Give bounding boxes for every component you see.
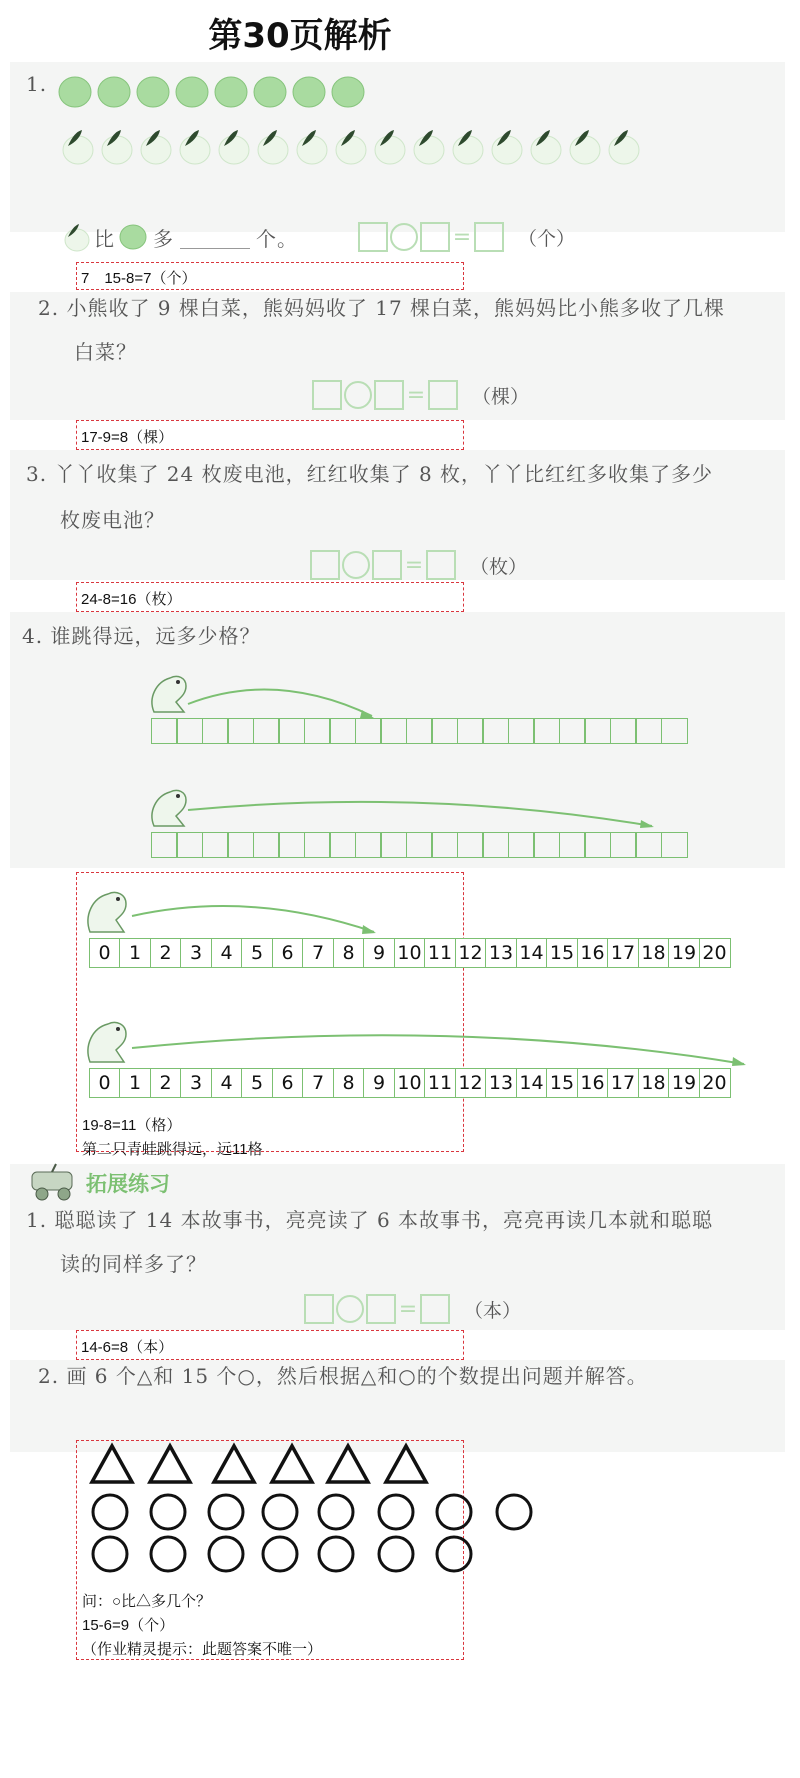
jump-arrow — [186, 790, 656, 830]
track-number: 9 — [363, 1068, 395, 1098]
apple-icon — [332, 77, 364, 107]
apples-row — [58, 72, 368, 112]
track-number: 16 — [577, 1068, 609, 1098]
track-number: 17 — [607, 938, 639, 968]
circle-shape — [319, 1495, 353, 1529]
circle-shape — [437, 1495, 471, 1529]
answer-box-1 — [76, 262, 464, 290]
jump-arrow — [130, 1026, 750, 1066]
page-title: 第30页解析 — [208, 16, 392, 56]
pear-icon — [102, 130, 132, 164]
answer-text: 7 15-8=7（个） — [81, 270, 197, 287]
text-duo: 多 — [153, 226, 174, 251]
answer-text: （作业精灵提示：此题答案不唯一） — [82, 1641, 323, 1658]
apple-icon — [137, 77, 169, 107]
circle-shape — [379, 1495, 413, 1529]
extension-1-line1: 1. 聪聪读了 14 本故事书，亮亮读了 6 本故事书，亮亮再读几本就和聪聪 — [26, 1208, 714, 1232]
track-number: 13 — [485, 1068, 517, 1098]
grid-track-2 — [152, 832, 688, 858]
pear-icon — [336, 130, 366, 164]
blank-box — [366, 1294, 396, 1324]
equals-sign: = — [406, 382, 426, 408]
equals-sign: = — [452, 224, 472, 250]
track-number: 9 — [363, 938, 395, 968]
frog-icon — [84, 884, 132, 936]
track-number: 2 — [150, 1068, 182, 1098]
track-number: 5 — [241, 1068, 273, 1098]
track-number: 10 — [394, 938, 426, 968]
track-number: 7 — [302, 938, 334, 968]
question-4-text: 4. 谁跳得远，远多少格？ — [22, 624, 261, 648]
apple-icon — [254, 77, 286, 107]
pear-icon — [414, 130, 444, 164]
circle-shape — [263, 1537, 297, 1571]
circle-shape — [497, 1495, 531, 1529]
track-number: 17 — [607, 1068, 639, 1098]
operator-circle — [390, 223, 418, 251]
track-number: 12 — [455, 938, 487, 968]
track-number: 11 — [424, 1068, 456, 1098]
track-number: 12 — [455, 1068, 487, 1098]
blank-line — [180, 226, 250, 249]
circle-shape — [93, 1537, 127, 1571]
circle-shape — [151, 1495, 185, 1529]
operator-circle — [336, 1295, 364, 1323]
apple-icon — [98, 77, 130, 107]
blank-box — [426, 550, 456, 580]
blank-box — [304, 1294, 334, 1324]
track-number: 1 — [119, 938, 151, 968]
circle-shape — [263, 1495, 297, 1529]
unit-label: （枚） — [470, 555, 528, 578]
blank-box — [428, 380, 458, 410]
blank-box — [420, 222, 450, 252]
operator-circle — [342, 551, 370, 579]
number-track-2 — [90, 1068, 731, 1098]
track-number: 3 — [180, 938, 212, 968]
blank-box — [372, 550, 402, 580]
triangle-shape — [214, 1446, 254, 1482]
track-number: 6 — [272, 938, 304, 968]
pears-row — [58, 122, 638, 170]
equation-template — [310, 550, 527, 580]
unit-label: （个） — [518, 227, 576, 250]
number-track-1 — [90, 938, 731, 968]
answer-text: 14-6=8（本） — [81, 1339, 174, 1356]
pear-icon — [219, 130, 249, 164]
triangle-shape — [272, 1446, 312, 1482]
frog-icon — [148, 668, 190, 716]
pear-icon — [609, 130, 639, 164]
unit-label: （棵） — [472, 385, 530, 408]
track-number: 8 — [333, 938, 365, 968]
blank-box — [474, 222, 504, 252]
track-number: 18 — [638, 938, 670, 968]
operator-circle — [344, 381, 372, 409]
apple-icon — [59, 77, 91, 107]
answer-box-3 — [76, 582, 464, 612]
track-number: 6 — [272, 1068, 304, 1098]
pear-icon — [258, 130, 288, 164]
question-1-sentence — [60, 222, 575, 252]
robot-mascot-icon — [24, 1162, 82, 1202]
pear-icon — [180, 130, 210, 164]
apple-icon — [119, 223, 147, 251]
unit-label: （本） — [464, 1299, 522, 1322]
blank-box — [374, 380, 404, 410]
jump-arrow — [130, 896, 380, 936]
pear-icon — [63, 130, 93, 164]
track-number: 5 — [241, 938, 273, 968]
track-number: 2 — [150, 938, 182, 968]
answer-text: 24-8=16（枚） — [81, 591, 182, 608]
circle-shape — [437, 1537, 471, 1571]
circle-shape — [151, 1537, 185, 1571]
pear-icon — [453, 130, 483, 164]
circle-shape — [209, 1537, 243, 1571]
track-number: 18 — [638, 1068, 670, 1098]
pear-icon — [492, 130, 522, 164]
track-number: 11 — [424, 938, 456, 968]
apple-icon — [176, 77, 208, 107]
equals-sign: = — [404, 552, 424, 578]
answer-text: 第二只青蛙跳得远，远11格 — [82, 1141, 263, 1158]
track-number: 7 — [302, 1068, 334, 1098]
shapes-drawing — [80, 1442, 540, 1582]
circle-shape — [319, 1537, 353, 1571]
question-2-line1: 2. 小熊收了 9 棵白菜，熊妈妈收了 17 棵白菜，熊妈妈比小熊多收了几棵 — [38, 296, 726, 320]
answer-text: 19-8=11（格） — [82, 1117, 182, 1134]
triangle-shape — [386, 1446, 426, 1482]
equation-template — [312, 380, 529, 410]
pear-icon — [60, 222, 90, 252]
question-3-line2: 枚废电池？ — [60, 508, 165, 532]
track-number: 20 — [699, 1068, 731, 1098]
circle-shape — [209, 1495, 243, 1529]
pear-icon — [297, 130, 327, 164]
equation-template — [358, 222, 504, 252]
blank-box — [312, 380, 342, 410]
track-number: 15 — [546, 1068, 578, 1098]
track-number: 0 — [89, 938, 121, 968]
circle-shape — [93, 1495, 127, 1529]
triangle-shape — [328, 1446, 368, 1482]
answer-box-e1 — [76, 1330, 464, 1360]
track-number: 15 — [546, 938, 578, 968]
track-number: 16 — [577, 938, 609, 968]
track-number: 14 — [516, 1068, 548, 1098]
track-number: 0 — [89, 1068, 121, 1098]
apple-icon — [293, 77, 325, 107]
grid-track-1 — [152, 718, 688, 744]
frog-icon — [84, 1014, 132, 1066]
track-number: 19 — [668, 1068, 700, 1098]
blank-box — [310, 550, 340, 580]
pear-icon — [531, 130, 561, 164]
blank-box — [420, 1294, 450, 1324]
pear-icon — [570, 130, 600, 164]
extension-2-text: 2. 画 6 个△和 15 个○，然后根据△和○的个数提出问题并解答。 — [38, 1364, 648, 1388]
answer-box-2 — [76, 420, 464, 450]
pear-icon — [375, 130, 405, 164]
triangle-shape — [150, 1446, 190, 1482]
frog-icon — [148, 782, 190, 830]
jump-arrow — [186, 680, 376, 720]
answer-text: 问：○比△多几个？ — [82, 1593, 212, 1610]
blank-box — [358, 222, 388, 252]
track-number: 8 — [333, 1068, 365, 1098]
text-bi: 比 — [94, 226, 115, 251]
track-number: 1 — [119, 1068, 151, 1098]
track-number: 14 — [516, 938, 548, 968]
equation-template — [304, 1294, 521, 1324]
extension-1-line2: 读的同样多了？ — [60, 1252, 207, 1276]
pear-icon — [141, 130, 171, 164]
section-title: 拓展练习 — [86, 1172, 170, 1196]
question-2-line2: 白菜？ — [74, 340, 137, 364]
track-number: 19 — [668, 938, 700, 968]
triangle-shape — [92, 1446, 132, 1482]
text-ge: 个。 — [256, 226, 298, 251]
equals-sign: = — [398, 1296, 418, 1322]
question-3-line1: 3. 丫丫收集了 24 枚废电池，红红收集了 8 枚，丫丫比红红多收集了多少 — [26, 462, 714, 486]
circle-shape — [379, 1537, 413, 1571]
track-number: 4 — [211, 1068, 243, 1098]
track-number: 10 — [394, 1068, 426, 1098]
track-number: 3 — [180, 1068, 212, 1098]
question-1-number: 1. — [26, 72, 48, 96]
answer-text: 17-9=8（棵） — [81, 429, 174, 446]
track-number: 4 — [211, 938, 243, 968]
answer-text: 15-6=9（个） — [82, 1617, 175, 1634]
apple-icon — [215, 77, 247, 107]
track-number: 13 — [485, 938, 517, 968]
track-number: 20 — [699, 938, 731, 968]
